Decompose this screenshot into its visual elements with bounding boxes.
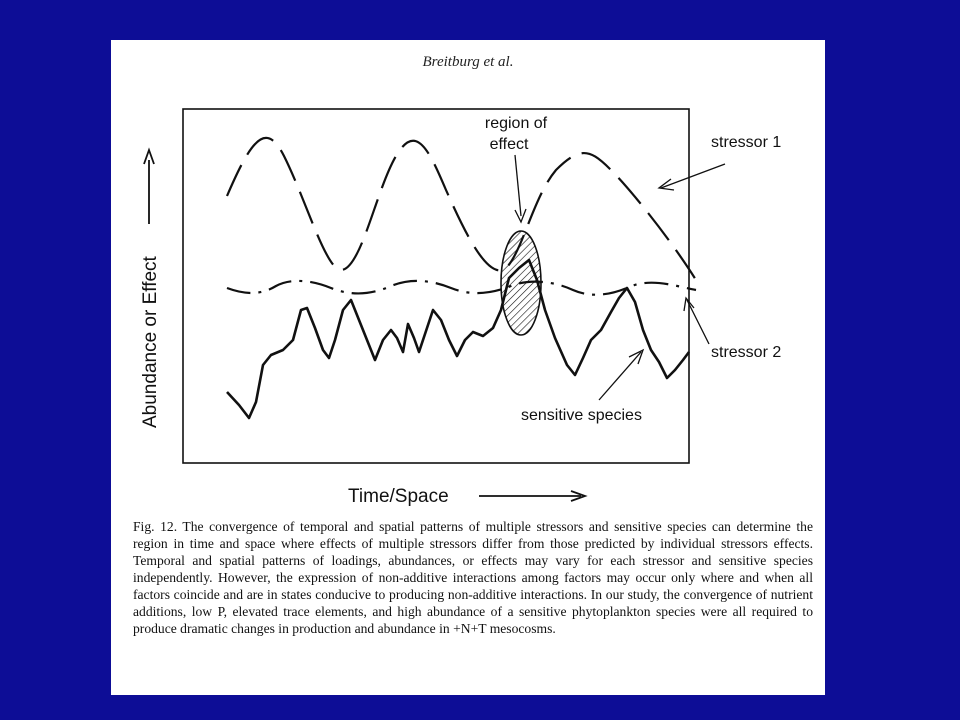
figure-caption: Fig. 12. The convergence of temporal and spatial patterns of multiple stressors and sensitive species can determine the region in time and space where effects of multiple stressors differ from those predicted by individual stressors effects. Temporal and spatial patterns of loadings, abundances, or effects may vary for each stressor and sensitive species independently. However, the expression of non-additive interactions among factors may occur only where and when all factors coincide and are in states conducive to producing non-additive interactions. In our study, the convergence of nutrient additions, low P, elevated trace elements, and high abundance of a sensitive phytoplankton species were all required to produce dramatic changes in production and abundance in +N+T mesocosms. <box>133 519 813 636</box>
stressor2-label: stressor 2 <box>711 344 782 361</box>
slide-panel <box>111 40 825 695</box>
x-axis-label: Time/Space <box>348 486 449 507</box>
region-of-effect-ellipse <box>501 231 541 335</box>
region-label-line2: effect <box>489 136 529 153</box>
stressor2-pointer-line <box>687 300 709 344</box>
stressor1-curve <box>227 138 696 280</box>
species-pointer-line <box>599 352 641 400</box>
species-curve <box>227 260 689 418</box>
figure-diagram <box>111 40 825 515</box>
author-line: Breitburg et al. <box>422 54 514 70</box>
species-label: sensitive species <box>521 407 642 424</box>
region-label-line1: region of <box>484 115 548 132</box>
stressor1-pointer-line <box>661 164 725 188</box>
y-axis-label: Abundance or Effect <box>140 256 161 428</box>
stressor1-label: stressor 1 <box>711 134 782 151</box>
region-pointer-line <box>515 155 521 216</box>
